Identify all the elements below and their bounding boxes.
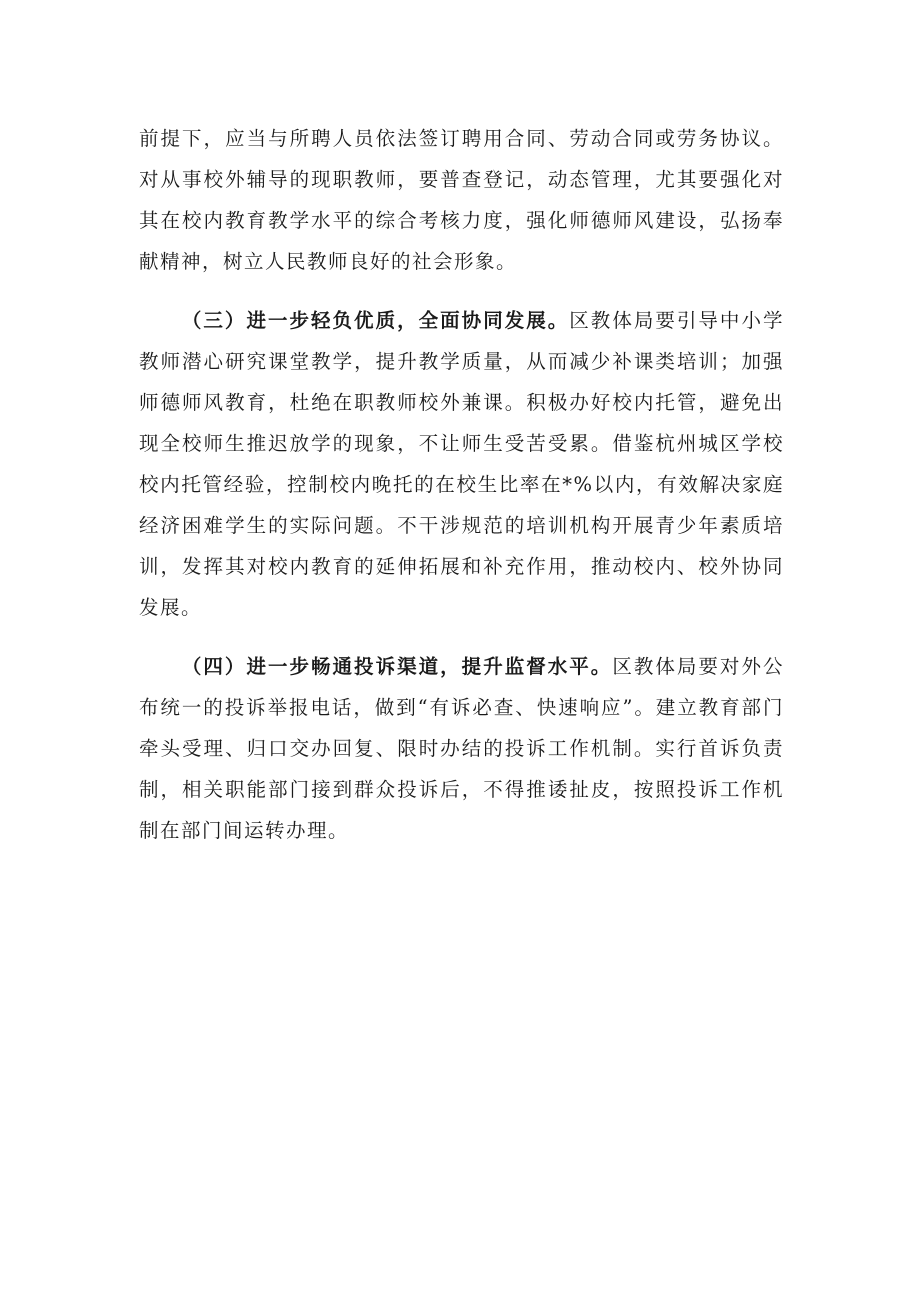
section-heading: （四）进一步畅通投诉渠道，提升监督水平。: [181, 655, 613, 678]
paragraph-section-3: [139, 300, 784, 628]
paragraph-section-4: [139, 646, 784, 851]
paragraph-text: 前提下，应当与所聘人员依法签订聘用合同、劳动合同或劳务协议。对从事校外辅导的现职教师，要普查登记，动态管理，尤其要强化对其在校内教育教学水平的综合考核力度，强化师德师风建设，弘扬奉献精神，树立人民教师良好的社会形象。: [139, 127, 784, 273]
paragraph-text: 区教体局要引导中小学教师潜心研究课堂教学，提升教学质量，从而减少补课类培训；加强师德师风教育，杜绝在职教师校外兼课。积极办好校内托管，避免出现全校师生推迟放学的现象，不让师生受苦受累。借鉴杭州城区学校校内托管经验，控制校内晚托的在校生比率在*%以内，有效解决家庭经济困难学生的实际问题。不干涉规范的培训机构开展青少年素质培训，发挥其对校内教育的延伸拓展和补充作用，推动校内、校外协同发展。: [139, 309, 784, 619]
section-heading: （三）进一步轻负优质，全面协同发展。: [181, 309, 570, 332]
paragraph-continuation: [139, 118, 784, 282]
document-page: [139, 118, 784, 869]
paragraph-text: 区教体局要对外公布统一的投诉举报电话，做到“有诉必查、快速响应”。建立教育部门牵头受理、归口交办回复、限时办结的投诉工作机制。实行首诉负责制，相关职能部门接到群众投诉后，不得推诿扯皮，按照投诉工作机制在部门间运转办理。: [139, 655, 784, 842]
